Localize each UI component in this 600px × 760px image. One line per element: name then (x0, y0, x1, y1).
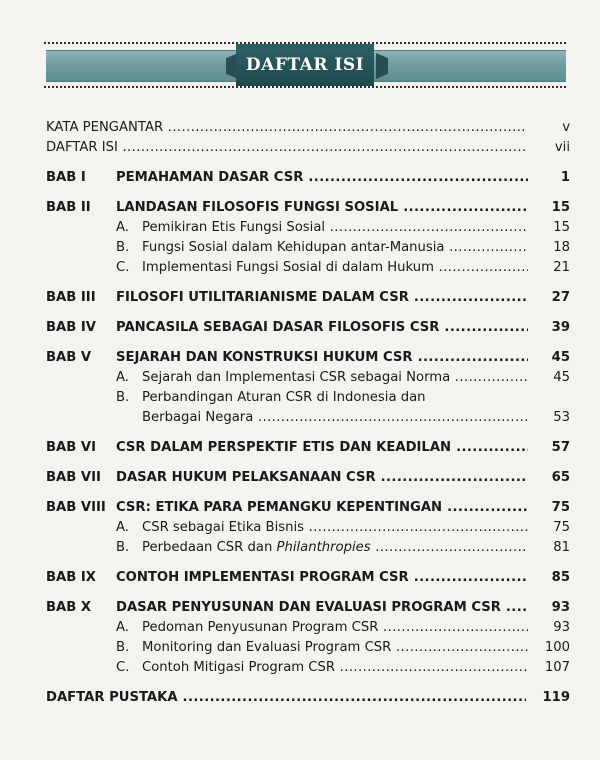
toc-entry-daftar-isi[interactable] (46, 138, 570, 158)
chapter-number: BAB I (46, 170, 86, 185)
toc-entry-title: PANCASILA SEBAGAI DASAR FILOSOFIS CSR ..... (116, 318, 528, 338)
toc-entry-bab-2[interactable] (46, 198, 570, 218)
toc-entry-page: 15 (530, 198, 570, 218)
toc-entry-page: 1 (530, 168, 570, 188)
chapter-number: BAB X (46, 600, 92, 615)
toc-subentry-bab-8-b[interactable] (46, 538, 570, 558)
section-letter: B. (116, 540, 130, 555)
toc-entry-page: 65 (530, 468, 570, 488)
toc-entry-page: 93 (530, 618, 570, 638)
toc-entry-daftar-pustaka[interactable] (46, 688, 570, 708)
toc-entry-page: 18 (530, 238, 570, 258)
section-letter: B. (116, 240, 130, 255)
toc-entry-title: Monitoring dan Evaluasi Program CSR ..... (142, 638, 528, 658)
section-letter: C. (116, 660, 130, 675)
toc-subentry-bab-2-b[interactable] (46, 238, 570, 258)
toc-entry-page: 57 (530, 438, 570, 458)
chapter-number: BAB IV (46, 320, 97, 335)
toc-entry-page: 53 (530, 408, 570, 428)
toc-entry-title-plain: Perbedaan CSR dan (142, 540, 277, 555)
toc-entry-title: DAFTAR ISI ..... (46, 138, 526, 158)
toc-entry-title: DAFTAR PUSTAKA ..... (46, 688, 526, 708)
section-letter: A. (116, 370, 129, 385)
toc-entry-bab-10[interactable] (46, 598, 570, 618)
section-letter: C. (116, 260, 130, 275)
toc-entry-title: CSR sebagai Etika Bisnis ..... (142, 518, 528, 538)
toc-entry-bab-4[interactable] (46, 318, 570, 338)
banner-notch-right (376, 53, 388, 79)
toc-entry-title: Pedoman Penyusunan Program CSR ..... (142, 618, 528, 638)
toc-entry-title: SEJARAH DAN KONSTRUKSI HUKUM CSR ..... (116, 348, 528, 368)
toc-subentry-bab-8-a[interactable] (46, 518, 570, 538)
chapter-number: BAB IX (46, 570, 96, 585)
toc-entry-title: CONTOH IMPLEMENTASI PROGRAM CSR ..... (116, 568, 528, 588)
toc-entry-page: vii (530, 138, 570, 158)
section-letter: B. (116, 640, 130, 655)
section-letter: A. (116, 620, 129, 635)
toc-entry-bab-5[interactable] (46, 348, 570, 368)
toc-entry-title: PEMAHAMAN DASAR CSR ..... (116, 168, 528, 188)
toc-entry-page: v (530, 118, 570, 138)
chapter-number: BAB VI (46, 440, 97, 455)
toc-entry-page: 75 (530, 498, 570, 518)
toc-entry-title: CSR DALAM PERSPEKTIF ETIS DAN KEADILAN ..... (116, 438, 528, 458)
toc-entry-title: Berbagai Negara ..... (142, 408, 528, 428)
toc-entry-page: 45 (530, 368, 570, 388)
toc-entry-bab-8[interactable] (46, 498, 570, 518)
toc-subentry-bab-10-c[interactable] (46, 658, 570, 678)
toc-entry-page: 107 (530, 658, 570, 678)
toc-entry-title-italic: Philanthropies (276, 540, 371, 555)
toc-entry-page: 45 (530, 348, 570, 368)
toc-entry-title: Fungsi Sosial dalam Kehidupan antar-Manusia ..... (142, 238, 528, 258)
toc-entry-title-line1: Perbandingan Aturan CSR di Indonesia dan (142, 390, 426, 405)
toc-entry-title: Implementasi Fungsi Sosial di dalam Hukum ..... (142, 258, 528, 278)
toc-entry-title: Pemikiran Etis Fungsi Sosial ..... (142, 218, 528, 238)
toc-entry-page: 27 (530, 288, 570, 308)
toc-entry-title: FILOSOFI UTILITARIANISME DALAM CSR ..... (116, 288, 528, 308)
toc-entry-bab-3[interactable] (46, 288, 570, 308)
toc-entry-bab-6[interactable] (46, 438, 570, 458)
chapter-number: BAB II (46, 200, 91, 215)
toc-entry-title: Contoh Mitigasi Program CSR ..... (142, 658, 528, 678)
toc-entry-bab-1[interactable] (46, 168, 570, 188)
chapter-number: BAB VIII (46, 500, 106, 515)
toc-entry-page: 81 (530, 538, 570, 558)
toc-entry-page: 119 (530, 688, 570, 708)
toc-entry-title: CSR: ETIKA PARA PEMANGKU KEPENTINGAN ..... (116, 498, 528, 518)
toc-entry-title: LANDASAN FILOSOFIS FUNGSI SOSIAL ..... (116, 198, 528, 218)
toc-subentry-bab-10-a[interactable] (46, 618, 570, 638)
toc-subentry-bab-5-b[interactable] (46, 408, 570, 428)
toc-entry-page: 21 (530, 258, 570, 278)
toc-subentry-bab-2-a[interactable] (46, 218, 570, 238)
toc-subentry-bab-5-a[interactable] (46, 368, 570, 388)
toc-subentry-bab-5-b-line1[interactable] (46, 388, 570, 408)
toc-entry-title: KATA PENGANTAR ..... (46, 118, 526, 138)
toc-subentry-bab-2-c[interactable] (46, 258, 570, 278)
toc-entry-kata-pengantar[interactable] (46, 118, 570, 138)
section-letter: A. (116, 520, 129, 535)
toc-entry-page: 75 (530, 518, 570, 538)
toc-entry-page: 15 (530, 218, 570, 238)
toc-entry-page: 100 (530, 638, 570, 658)
toc-entry-title: DASAR HUKUM PELAKSANAAN CSR ..... (116, 468, 528, 488)
toc-subentry-bab-10-b[interactable] (46, 638, 570, 658)
dotted-rule-bottom (44, 86, 566, 88)
toc-entry-bab-7[interactable] (46, 468, 570, 488)
toc-entry-bab-9[interactable] (46, 568, 570, 588)
toc-entry-title: Sejarah dan Implementasi CSR sebagai Norma ..... (142, 368, 528, 388)
header-banner (44, 40, 566, 94)
chapter-number: BAB III (46, 290, 96, 305)
toc-entry-title: DASAR PENYUSUNAN DAN EVALUASI PROGRAM CSR ..... (116, 598, 528, 618)
chapter-number: BAB VII (46, 470, 101, 485)
section-letter: B. (116, 390, 130, 405)
toc-entry-title (142, 538, 528, 558)
toc-entry-page: 85 (530, 568, 570, 588)
toc-entry-page: 39 (530, 318, 570, 338)
section-letter: A. (116, 220, 129, 235)
page-title: DAFTAR ISI (236, 44, 374, 86)
toc-entry-page: 93 (530, 598, 570, 618)
chapter-number: BAB V (46, 350, 92, 365)
